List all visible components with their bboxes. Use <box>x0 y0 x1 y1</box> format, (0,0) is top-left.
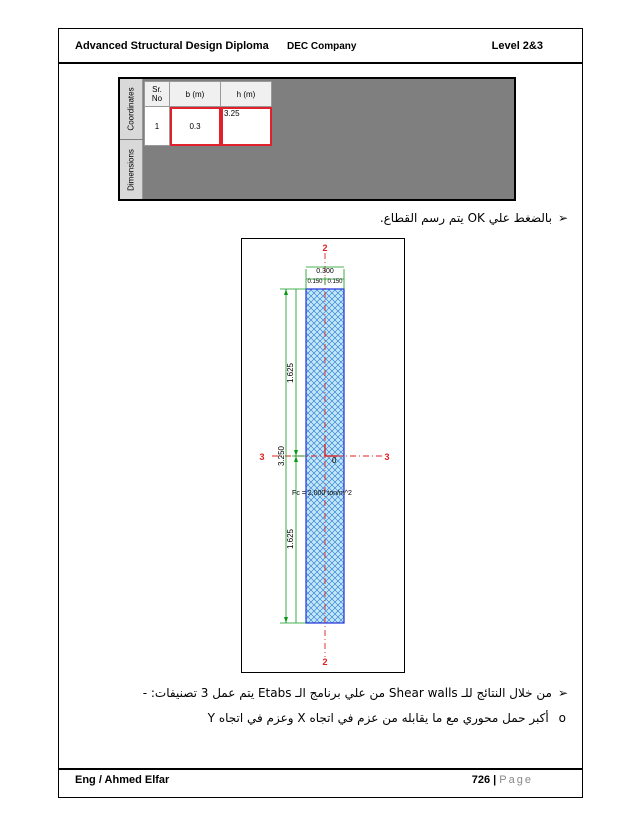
header-rule <box>58 62 583 64</box>
text-line3: أكبر حمل محوري مع ما يقابله من عزم في اتجاه X وعزم في اتجاه Y <box>207 711 549 725</box>
bullet-ok <box>380 211 568 225</box>
dim-upper-label: 1.625 <box>286 362 295 384</box>
text-line2: من خلال النتائج للـ Shear walls من علي برنامج الـ Etabs يتم عمل 3 تصنيفات: - <box>142 686 552 700</box>
dim-lower-label: 1.625 <box>286 528 295 550</box>
dim-width-label: 0.300 <box>316 268 334 275</box>
arrow-bullet-icon: ➢ <box>557 211 568 225</box>
fc-label: Fc = 2,000 ton/m^2 <box>292 490 352 497</box>
header-level: Level 2&3 <box>491 40 543 52</box>
origin-label: 0 <box>332 456 337 465</box>
text-line1: بالضغط علي OK يتم رسم القطاع. <box>379 211 552 225</box>
axis-label-right: 3 <box>384 452 390 462</box>
cell-b-input[interactable]: 0.3 <box>170 107 221 146</box>
dim-half-left-label: 0.150 <box>307 279 323 285</box>
axis-label-bottom: 2 <box>322 657 328 667</box>
dim-total-h-label: 3.250 <box>277 445 286 467</box>
axis-label-top: 2 <box>322 243 328 253</box>
section-drawing <box>241 238 405 673</box>
section-svg <box>242 239 404 672</box>
page-footer <box>75 774 565 792</box>
footer-page <box>472 774 533 786</box>
page-header <box>75 38 565 56</box>
arrow-bullet-icon: ➢ <box>557 686 568 700</box>
subbullet-max-axial <box>208 711 566 725</box>
page-number: 726 <box>471 774 491 786</box>
header-company: DEC Company <box>287 41 357 52</box>
section-grid-panel <box>118 77 516 201</box>
tab-coordinates[interactable]: Coordinates <box>120 79 143 139</box>
circle-bullet-icon: o <box>558 711 566 725</box>
footer-rule <box>58 768 583 770</box>
col-header-h: h (m) <box>221 82 272 107</box>
dim-half-right-label: 0.150 <box>327 279 343 285</box>
bullet-shearwalls <box>143 686 568 700</box>
cell-sr: 1 <box>145 107 170 146</box>
page-label: Page <box>499 774 533 786</box>
footer-author: Eng / Ahmed Elfar <box>75 774 170 786</box>
tab-dimensions[interactable]: Dimensions <box>120 140 143 199</box>
axis-label-left: 3 <box>259 452 265 462</box>
page-separator: | <box>493 774 497 786</box>
col-header-sr: Sr. No <box>145 82 170 107</box>
header-title: Advanced Structural Design Diploma <box>75 40 269 52</box>
col-header-b: b (m) <box>170 82 221 107</box>
dimensions-table <box>144 81 272 146</box>
cell-h-input[interactable]: 3.25 <box>221 107 272 146</box>
